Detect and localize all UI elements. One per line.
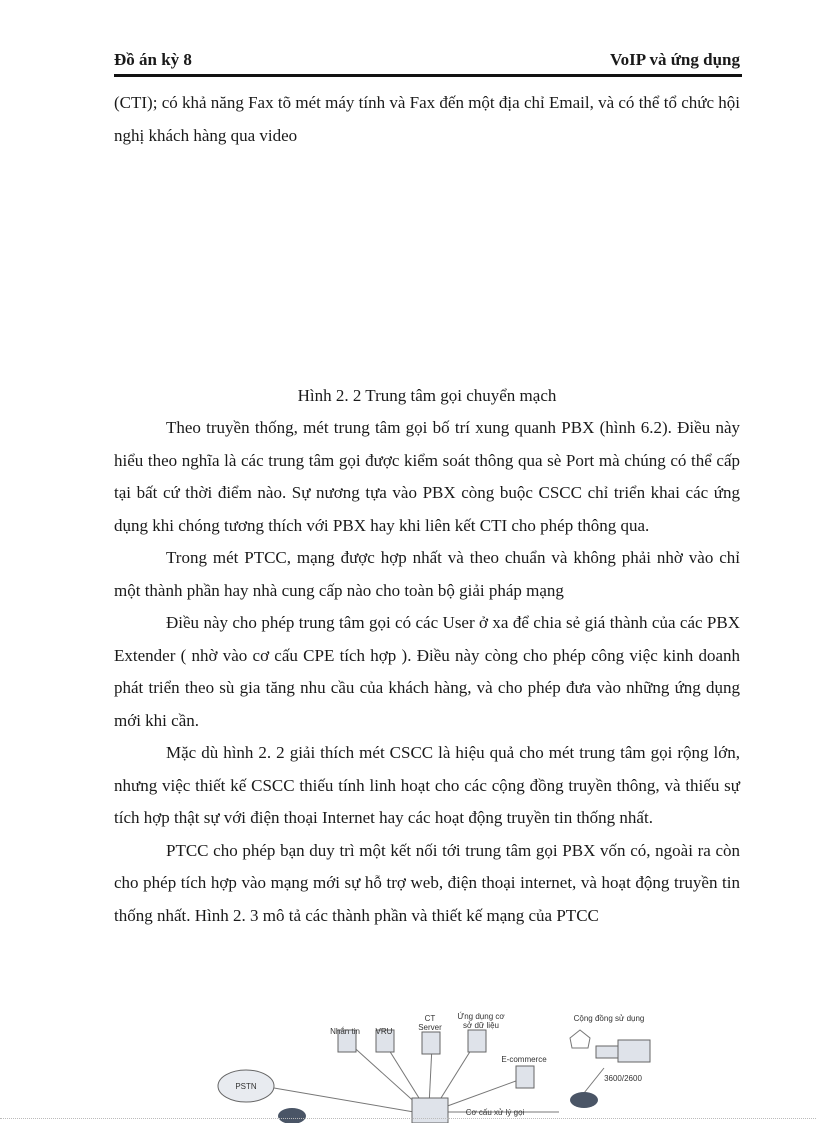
ct-server-icon [422, 1032, 440, 1054]
label-pstn: PSTN [235, 1082, 257, 1091]
header-left-title: Đồ án kỳ 8 [114, 50, 192, 69]
paragraph-2: Trong mét PTCC, mạng được hợp nhất và theo chuẩn và không phải nhờ vào chỉ một thành phần hay nhà cung cấp nào cho toàn bộ giải pháp mạng [114, 548, 740, 600]
label-router-model: 3600/2600 [604, 1074, 642, 1083]
label-ecommerce: E-commerce [501, 1055, 547, 1064]
router-left-icon [278, 1108, 306, 1123]
paragraph-5: PTCC cho phép bạn duy trì một kết nối tới trung tâm gọi PBX vốn có, ngoài ra còn cho phép tích hợp vào mạng mới sự hỗ trợ web, điện thoại internet, và hoạt động truyền tin thống nhất. Hình 2. 3 mô tả các thành phần và thiết kế mạng của PTCC [114, 840, 740, 925]
ecommerce-server-icon [516, 1066, 534, 1088]
computer-icon [618, 1040, 650, 1062]
router-right-icon [570, 1092, 598, 1108]
intro-paragraph: (CTI); có khả năng Fax tõ mét máy tính và Fax đến một địa chỉ Email, và có thể tổ chức hội nghị khách hàng qua video [114, 93, 740, 145]
paragraph-3: Điều này cho phép trung tâm gọi có các User ở xa để chia sẻ giá thành của các PBX Extender ( nhờ vào cơ cấu CPE tích hợp ). Điều này còng cho phép công việc kinh doanh phát triển theo sù gia tăng nhu cầu của khách hàng, và cho phép đưa vào những ứng dụng mới khi cần. [114, 613, 740, 730]
figure-caption: Hình 2. 2 Trung tâm gọi chuyển mạch [297, 386, 557, 405]
label-ung-dung: Ứng dụng cơ sở dữ liệu [457, 1012, 505, 1030]
page-header [114, 50, 740, 72]
ip-phone-icon [596, 1046, 618, 1058]
paragraph-1: Theo truyền thống, mét trung tâm gọi bố trí xung quanh PBX (hình 6.2). Điều này hiểu theo nghĩa là các trung tâm gọi được kiểm soát thông qua sè Port mà chúng có thể cấp tại bất cứ thời điểm nào. Sự nương tựa vào PBX còng buộc CSCC chỉ triển khai các ứng dụng khi chóng tương thích với PBX hay khi liên kết CTI cho phép thông qua. [114, 418, 740, 535]
label-nhan-tin: Nhắn tin [330, 1027, 360, 1036]
label-vru: VRU [375, 1027, 393, 1036]
paragraph-4: Mặc dù hình 2. 2 giải thích mét CSCC là hiệu quả cho mét trung tâm gọi rộng lớn, nhưng việc thiết kế CSCC thiếu tính linh hoạt cho các cộng đồng truyền thông, và thiếu sự tích hợp thật sự với điện thoại Internet hay các hoạt động truyền tin thống nhất. [114, 743, 740, 827]
label-cong-dong: Cộng đồng sử dụng [573, 1014, 645, 1023]
house-icon [570, 1030, 590, 1048]
call-processing-switch-icon [412, 1098, 448, 1123]
header-right-title: VoIP và ứng dụng [609, 50, 740, 69]
label-co-cau: Cơ cấu xử lý gọi [465, 1108, 525, 1117]
network-diagram-figure [214, 1008, 676, 1123]
header-rule [114, 74, 742, 77]
label-ct-server: CT Server [418, 1014, 442, 1032]
database-server-icon [468, 1030, 486, 1052]
main-text [114, 412, 740, 932]
page-bottom-edge [0, 1118, 816, 1119]
